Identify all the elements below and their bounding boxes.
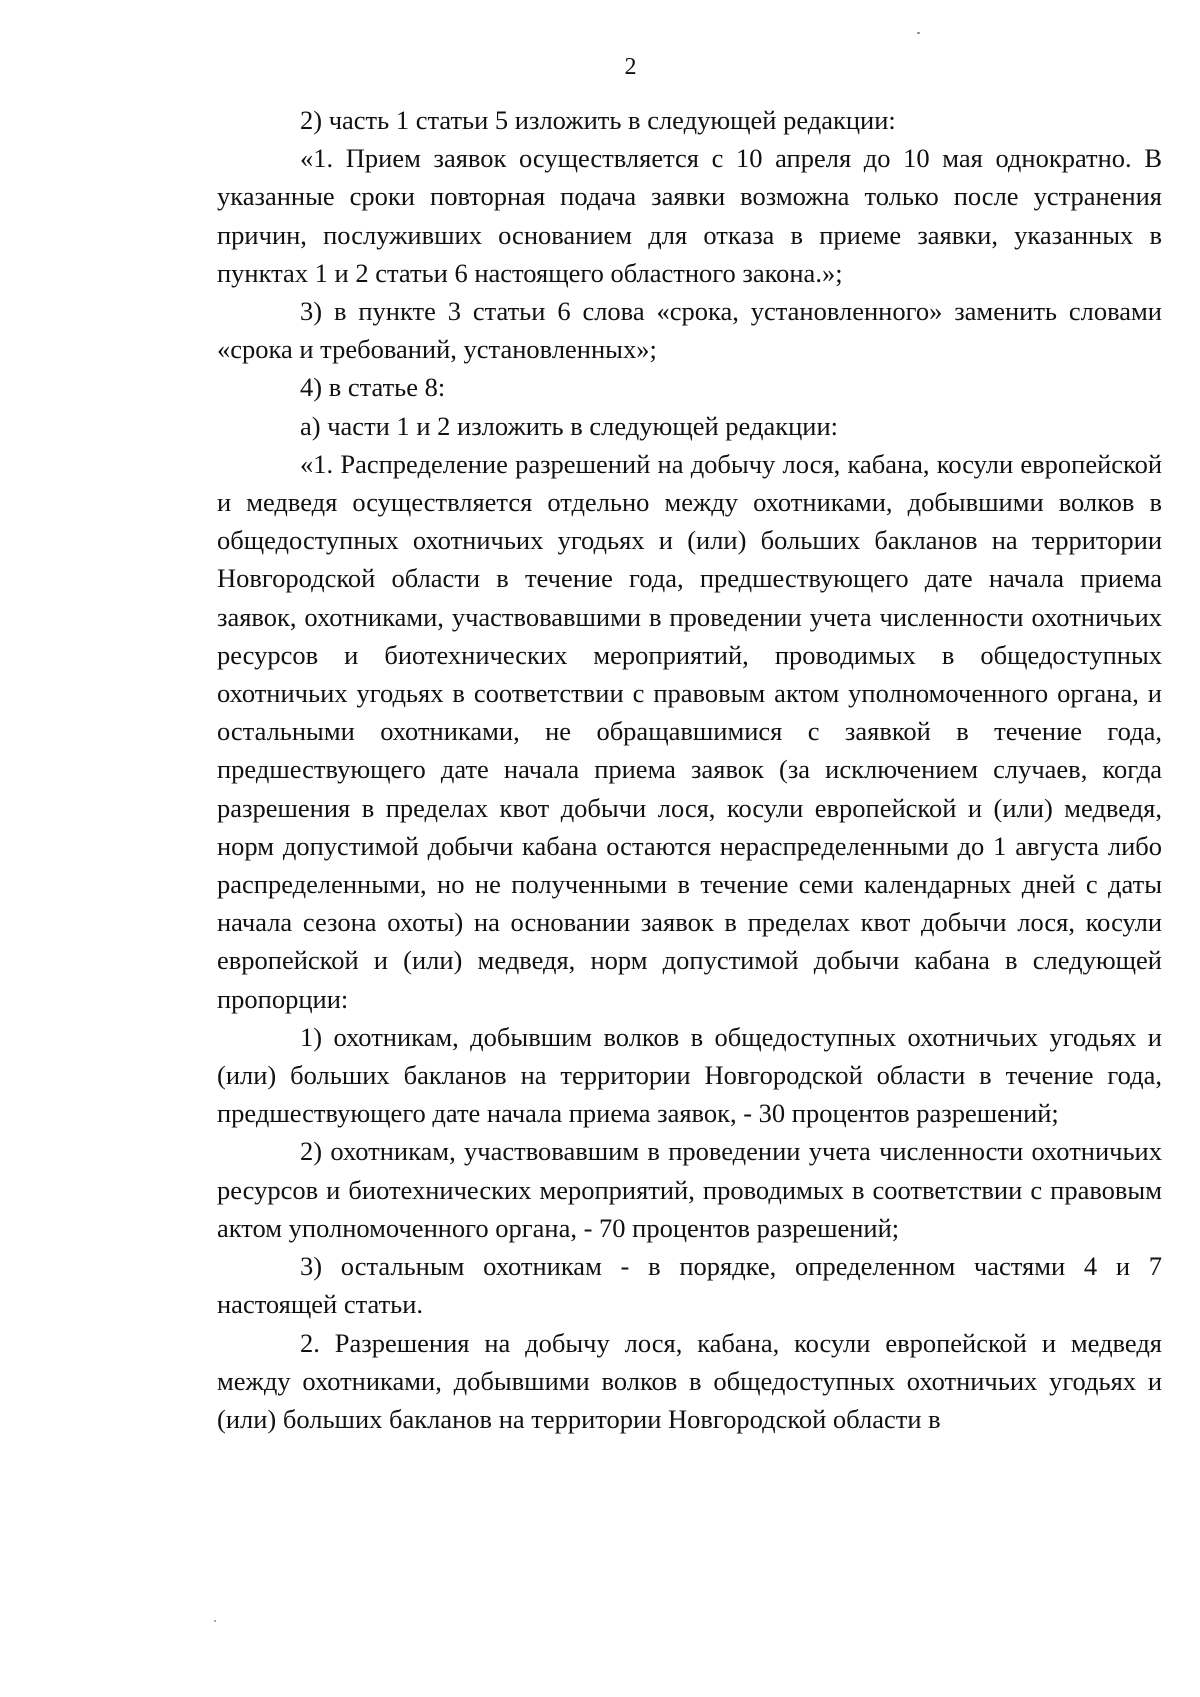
- paragraph-amendment-4: 4) в статье 8:: [300, 372, 446, 403]
- paragraph-proportion-2: 2) охотникам, участвовавшим в проведении учета численности охотничьих ресурсов и биотехнических мероприятий, проводимых в соответствии с правовым актом уполномоченного органа, - 70 процентов разрешений;: [217, 1136, 1162, 1243]
- scan-speck: [214, 1620, 216, 1622]
- paragraph-amendment-4a: а) части 1 и 2 изложить в следующей редакции:: [300, 410, 838, 441]
- paragraph-part-2: 2. Разрешения на добычу лося, кабана, косули европейской и медведя между охотниками, добывшими волков в общедоступных охотничьих угодьях и (или) больших бакланов на территории Новгородской области в: [217, 1327, 1162, 1434]
- scan-speck: [917, 32, 920, 34]
- paragraph-amendment-3: 3) в пункте 3 статьи 6 слова «срока, установленного» заменить словами «срока и требований, установленных»;: [217, 296, 1162, 365]
- paragraph-proportion-1: 1) охотникам, добывшим волков в общедоступных охотничьих угодьях и (или) больших бакланов на территории Новгородской области в течение года, предшествующего дате начала приема заявок, - 30 процентов разрешений;: [217, 1021, 1162, 1129]
- page-number: 2: [624, 54, 637, 80]
- paragraph-permit-distribution: «1. Распределение разрешений на добычу лося, кабана, косули европейской и медведя осуществляется отдельно между охотниками, добывшими волков в общедоступных охотничьих угодьях и (или) больших бакланов на территории Новгородской области в течение года, предшествующего дате начала приема заявок, охотниками, участвовавшими в проведении учета численности охотничьих ресурсов и биотехнических мероприятий, проводимых в общедоступных охотничьих угодьях в соответствии с правовым актом уполномоченного органа, и остальными охотниками, не обращавшимися с заявкой в течение года, предшествующего дате начала приема заявок (за исключением случаев, когда разрешения в пределах квот добычи лося, косули европейской и (или) медведя, норм допустимой добычи кабана остаются нераспределенными до 1 августа либо распределенными, но не полученными в течение семи календарных дней с даты начала сезона охоты) на основании заявок в пределах квот добычи лося, косули европейской и (или) медведя, норм допустимой добычи кабана в следующей пропорции:: [217, 448, 1162, 1014]
- paragraph-amendment-2: 2) часть 1 статьи 5 изложить в следующей редакции:: [300, 105, 896, 135]
- paragraph-proportion-3: 3) остальным охотникам - в порядке, определенном частями 4 и 7 настоящей статьи.: [217, 1251, 1162, 1320]
- paragraph-application-period: «1. Прием заявок осуществляется с 10 апреля до 10 мая однократно. В указанные сроки повторная подача заявки возможна только после устранения причин, послуживших основанием для отказа в приеме заявки, указанных в пунктах 1 и 2 статьи 6 настоящего областного закона.»;: [217, 143, 1162, 288]
- document-body: [217, 101, 1162, 1438]
